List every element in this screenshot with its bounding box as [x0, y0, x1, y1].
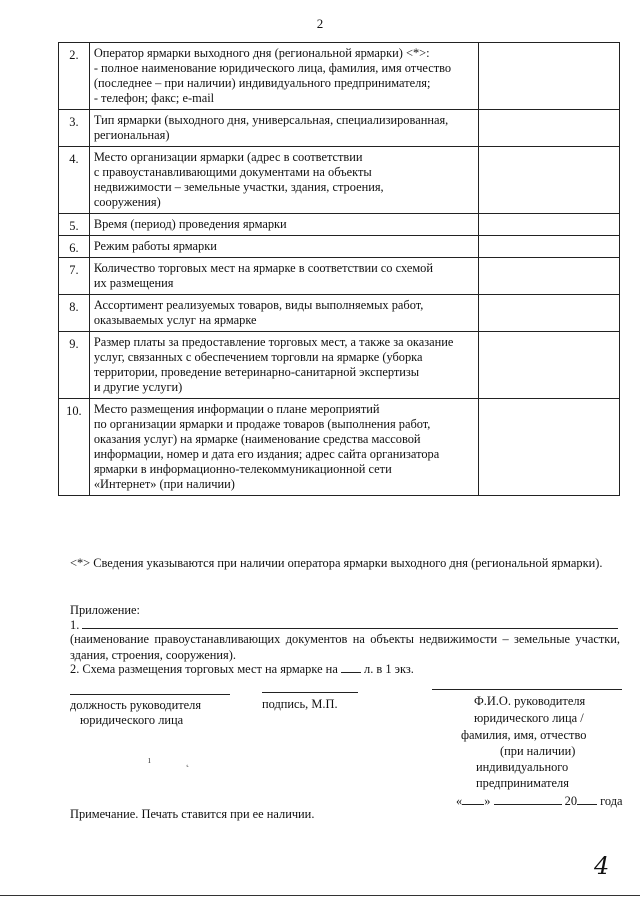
row-value-field[interactable] — [479, 258, 620, 295]
table-row — [59, 258, 620, 295]
row-description-line: услуг, связанных с обеспечением торговли на ярмарке (уборка — [93, 350, 423, 364]
page-bottom-edge — [0, 895, 640, 896]
fair-info-table — [58, 42, 620, 496]
day-blank[interactable] — [462, 804, 484, 805]
appendix-title: Приложение: — [70, 603, 140, 617]
row-number: 4. — [59, 147, 90, 214]
footnote: <*> Сведения указываются при наличии оператора ярмарки выходного дня (региональной ярмарки). — [70, 556, 603, 570]
row-value-field[interactable] — [479, 295, 620, 332]
row-description-line: - полное наименование юридического лица, фамилия, имя отчество — [93, 61, 452, 75]
row-number: 7. — [59, 258, 90, 295]
row-description — [89, 332, 478, 399]
signature-line[interactable] — [262, 692, 358, 693]
table-row — [59, 110, 620, 147]
row-value-field[interactable] — [479, 43, 620, 110]
year-prefix: 20 — [564, 794, 578, 808]
row-value-field[interactable] — [479, 214, 620, 236]
table-row — [59, 236, 620, 258]
row-description-line: Режим работы ярмарки — [93, 239, 217, 253]
row-description — [89, 399, 478, 496]
year-suffix: года — [600, 794, 623, 808]
fio-label-line3: фамилия, имя, отчество — [461, 728, 587, 742]
row-description — [89, 214, 478, 236]
page-number: 2 — [316, 16, 324, 31]
row-description-line: оказываемых услуг на ярмарке — [93, 313, 257, 327]
row-description-line: Место организации ярмарки (адрес в соответствии — [93, 150, 363, 164]
position-label-line1: должность руководителя — [70, 698, 202, 712]
scan-speck: ˛ — [186, 757, 190, 768]
fio-label-line1: Ф.И.О. руководителя — [474, 694, 586, 708]
row-value-field[interactable] — [479, 147, 620, 214]
row-description-line: Ассортимент реализуемых товаров, виды выполняемых работ, — [93, 298, 424, 312]
row-description-line: оказания услуг) на ярмарке (наименование средства массовой — [93, 432, 421, 446]
row-description-line: - телефон; факс; e-mail — [93, 91, 215, 105]
appendix-item-2 — [70, 662, 620, 677]
row-description-line: территории, проведение ветеринарно-санитарной экспертизы — [93, 365, 420, 379]
table-row — [59, 332, 620, 399]
fio-label-line4: (при наличии) — [500, 744, 576, 758]
row-number: 10. — [59, 399, 90, 496]
fio-label-line5: индивидуального — [476, 760, 569, 774]
row-number: 6. — [59, 236, 90, 258]
row-description-line: региональная) — [93, 128, 170, 142]
fio-signature-line[interactable] — [432, 689, 622, 690]
row-description-line: Количество торговых мест на ярмарке в соответствии со схемой — [93, 261, 433, 275]
row-description-line: и другие услуги) — [93, 380, 183, 394]
table-row — [59, 147, 620, 214]
appendix-item-2-suffix: л. в 1 экз. — [364, 662, 414, 676]
row-description-line: их размещения — [93, 276, 174, 290]
row-number: 8. — [59, 295, 90, 332]
appendix-item-1-caption: (наименование правоустанавливающих документов на объекты недвижимости – земельные участки, здания, строения, сооружения). — [70, 632, 620, 662]
row-description-line: Место размещения информации о плане мероприятий — [93, 402, 380, 416]
row-number: 3. — [59, 110, 90, 147]
row-number: 5. — [59, 214, 90, 236]
row-description-line: с правоустанавливающими документами на объекты — [93, 165, 372, 179]
fio-label-line6: предпринимателя — [476, 776, 569, 790]
scan-speck: ı — [148, 755, 151, 766]
row-description-line: Размер платы за предоставление торговых мест, а также за оказание — [93, 335, 454, 349]
date-close-quote: » — [484, 794, 491, 808]
table-row — [59, 399, 620, 496]
table-row — [59, 214, 620, 236]
stamp-note: Примечание. Печать ставится при ее наличии. — [70, 807, 315, 821]
row-description-line: «Интернет» (при наличии) — [93, 477, 235, 491]
row-description-line: информации, номер и дата его издания; адрес сайта организатора — [93, 447, 440, 461]
row-description-line: по организации ярмарки и продаже товаров (выполнения работ, — [93, 417, 431, 431]
row-number: 2. — [59, 43, 90, 110]
month-blank[interactable] — [494, 804, 562, 805]
row-description-line: недвижимости – земельные участки, здания, строения, — [93, 180, 384, 194]
row-number: 9. — [59, 332, 90, 399]
row-description-line: сооружения) — [93, 195, 161, 209]
appendix-item-1-blank[interactable] — [82, 628, 618, 629]
handwritten-page-mark: 4 — [594, 852, 610, 880]
year-blank[interactable] — [577, 804, 597, 805]
row-value-field[interactable] — [479, 332, 620, 399]
table-row — [59, 43, 620, 110]
appendix-item-1-number: 1. — [70, 618, 80, 632]
sheet-count-blank[interactable] — [341, 672, 361, 673]
table-row — [59, 295, 620, 332]
date-open-quote: « — [456, 794, 463, 808]
row-description — [89, 43, 478, 110]
row-description-line: Оператор ярмарки выходного дня (региональной ярмарки) <*>: — [93, 46, 430, 60]
row-description — [89, 236, 478, 258]
date-field — [456, 793, 623, 810]
row-description-line: Тип ярмарки (выходного дня, универсальная, специализированная, — [93, 113, 449, 127]
fio-label-line2: юридического лица / — [474, 711, 584, 725]
signature-label: подпись, М.П. — [262, 697, 338, 711]
position-label-line2: юридического лица — [80, 713, 184, 727]
position-signature-line[interactable] — [70, 694, 230, 695]
row-description — [89, 295, 478, 332]
row-value-field[interactable] — [479, 110, 620, 147]
appendix-item-2-prefix: 2. Схема размещения торговых мест на ярмарке на — [70, 662, 338, 676]
row-value-field[interactable] — [479, 399, 620, 496]
row-description — [89, 258, 478, 295]
row-description-line: ярмарки в информационно-телекоммуникационной сети — [93, 462, 392, 476]
row-description — [89, 110, 478, 147]
row-description — [89, 147, 478, 214]
row-value-field[interactable] — [479, 236, 620, 258]
row-description-line: Время (период) проведения ярмарки — [93, 217, 287, 231]
row-description-line: (последнее – при наличии) индивидуального предпринимателя; — [93, 76, 431, 90]
